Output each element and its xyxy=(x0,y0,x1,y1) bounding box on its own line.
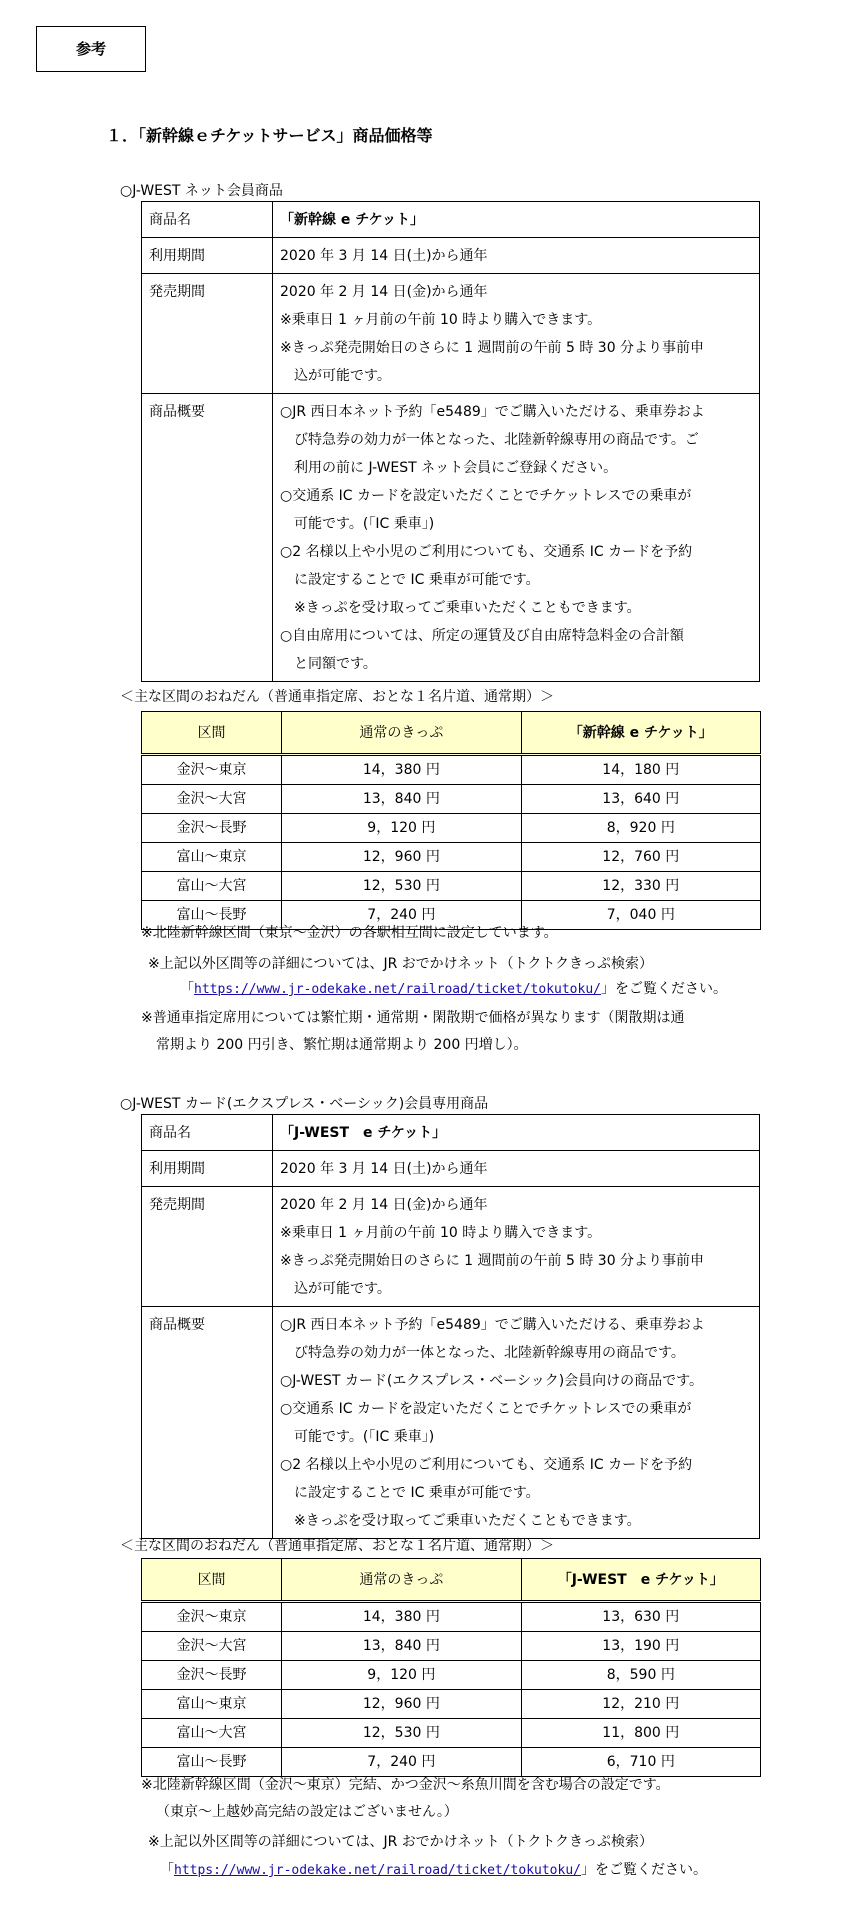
price2-note2: ※上記以外区間等の詳細については、JR おでかけネット（トクトクきっぷ検索） xyxy=(148,1834,654,1850)
info-line: 2020 年 3 月 14 日(土)から通年 xyxy=(280,248,488,264)
e-ticket-price-cell: 12，760 円 xyxy=(521,843,760,872)
price2-note1: ※北陸新幹線区間（金沢～東京）完結、かつ金沢～糸魚川間を含む場合の設定です。 xyxy=(141,1777,670,1793)
info-line: ※きっぷ発売開始日のさらに 1 週間前の午前 5 時 30 分より事前申 xyxy=(280,1253,705,1269)
e-ticket-price-cell: 13，640 円 xyxy=(521,785,760,814)
info-line: 2020 年 2 月 14 日(金)から通年 xyxy=(280,1197,488,1213)
info-line: 可能です。(「IC 乗車」) xyxy=(294,516,435,532)
reference-tag: 参考 xyxy=(36,26,146,72)
info-row xyxy=(142,1151,760,1187)
section-heading: １．「新幹線ｅチケットサービス」商品価格等 xyxy=(106,126,433,145)
info-line: ○JR 西日本ネット予約「e5489」でご購入いただける、乗車券およ xyxy=(280,1317,705,1333)
price1-note3b: 常期より 200 円引き、繁忙期は通常期より 200 円増し）。 xyxy=(156,1037,528,1053)
price-row xyxy=(142,1748,761,1777)
info-row xyxy=(142,1307,760,1539)
e-ticket-price-cell: 13，190 円 xyxy=(521,1632,760,1661)
e-ticket-price-cell: 6，710 円 xyxy=(521,1748,760,1777)
section1-title: ○J-WEST ネット会員商品 xyxy=(120,183,283,199)
info-line: ○2 名様以上や小児のご利用についても、交通系 IC カードを予約 xyxy=(280,544,693,560)
info-line: ○J-WEST カード(エクスプレス・ベーシック)会員向けの商品です。 xyxy=(280,1373,704,1389)
info-value xyxy=(273,1151,760,1187)
regular-price-cell: 14，380 円 xyxy=(282,1602,521,1632)
regular-price-cell: 9，120 円 xyxy=(282,1661,521,1690)
info-line: ○交通系 IC カードを設定いただくことでチケットレスでの乗車が xyxy=(280,488,692,504)
price-row xyxy=(142,1661,761,1690)
info-line: ○2 名様以上や小児のご利用についても、交通系 IC カードを予約 xyxy=(280,1457,693,1473)
info-key: 商品概要 xyxy=(142,1307,273,1539)
info-line: ※きっぷを受け取ってご乗車いただくこともできます。 xyxy=(294,600,641,616)
info-line: 込が可能です。 xyxy=(294,1281,391,1297)
route-cell: 金沢～東京 xyxy=(142,1602,282,1632)
price-row xyxy=(142,1602,761,1632)
info-line: に設定することで IC 乗車が可能です。 xyxy=(294,1485,540,1501)
price1-note3a: ※普通車指定席用については繁忙期・通常期・閑散期で価格が異なります（閑散期は通 xyxy=(141,1010,685,1026)
price1-link-line xyxy=(180,982,727,996)
route-cell: 富山～大宮 xyxy=(142,872,282,901)
e-ticket-price-cell: 8，920 円 xyxy=(521,814,760,843)
info-key: 発売期間 xyxy=(142,274,273,394)
e-ticket-price-cell: 11，800 円 xyxy=(521,1719,760,1748)
info-key: 商品名 xyxy=(142,202,273,238)
price1-link-pre: 「 xyxy=(180,981,194,997)
price-header-cell: 通常のきっぷ xyxy=(282,712,521,755)
route-cell: 金沢～長野 xyxy=(142,1661,282,1690)
route-cell: 富山～東京 xyxy=(142,843,282,872)
route-cell: 富山～長野 xyxy=(142,1748,282,1777)
info-line: ※きっぷ発売開始日のさらに 1 週間前の午前 5 時 30 分より事前申 xyxy=(280,340,705,356)
price-row xyxy=(142,814,761,843)
info-line: 「新幹線 e チケット」 xyxy=(280,212,424,228)
price-header-cell: 「新幹線 e チケット」 xyxy=(521,712,760,755)
info-line: ※きっぷを受け取ってご乗車いただくこともできます。 xyxy=(294,1513,641,1529)
price-header-row xyxy=(142,1559,761,1602)
info-row xyxy=(142,394,760,682)
price-row xyxy=(142,843,761,872)
price2-note1b: （東京～上越妙高完結の設定はございません。） xyxy=(156,1804,458,1820)
route-cell: 金沢～東京 xyxy=(142,755,282,785)
info-line: ○交通系 IC カードを設定いただくことでチケットレスでの乗車が xyxy=(280,1401,692,1417)
route-cell: 金沢～長野 xyxy=(142,814,282,843)
info-row xyxy=(142,274,760,394)
e-ticket-price-cell: 8，590 円 xyxy=(521,1661,760,1690)
info-line: ○自由席用については、所定の運賃及び自由席特急料金の合計額 xyxy=(280,628,684,644)
info-row xyxy=(142,238,760,274)
route-cell: 富山～東京 xyxy=(142,1690,282,1719)
price2-link-line xyxy=(160,1863,707,1877)
regular-price-cell: 13，840 円 xyxy=(282,785,521,814)
regular-price-cell: 12，960 円 xyxy=(282,843,521,872)
regular-price-cell: 9，120 円 xyxy=(282,814,521,843)
route-cell: 富山～大宮 xyxy=(142,1719,282,1748)
info-value xyxy=(273,274,760,394)
e-ticket-price-cell: 14，180 円 xyxy=(521,755,760,785)
info-line: 可能です。(「IC 乗車」) xyxy=(294,1429,435,1445)
info-row xyxy=(142,202,760,238)
price-row xyxy=(142,755,761,785)
info-value xyxy=(273,202,760,238)
info-row xyxy=(142,1115,760,1151)
info-key: 発売期間 xyxy=(142,1187,273,1307)
regular-price-cell: 7，240 円 xyxy=(282,1748,521,1777)
product-info-table-2 xyxy=(141,1114,760,1539)
price-header-cell: 通常のきっぷ xyxy=(282,1559,521,1602)
e-ticket-price-cell: 13，630 円 xyxy=(521,1602,760,1632)
info-line: 2020 年 2 月 14 日(金)から通年 xyxy=(280,284,488,300)
regular-price-cell: 12，960 円 xyxy=(282,1690,521,1719)
info-line: び特急券の効力が一体となった、北陸新幹線専用の商品です。ご xyxy=(294,432,699,448)
info-line: に設定することで IC 乗車が可能です。 xyxy=(294,572,540,588)
info-value xyxy=(273,394,760,682)
route-cell: 金沢～大宮 xyxy=(142,1632,282,1661)
price-row xyxy=(142,1632,761,1661)
info-value xyxy=(273,238,760,274)
price1-note1: ※北陸新幹線区間（東京～金沢）の各駅相互間に設定しています。 xyxy=(141,925,558,941)
price2-link-post: 」をご覧ください。 xyxy=(581,1862,707,1878)
price1-caption: ＜主な区間のおねだん（普通車指定席、おとな１名片道、通常期）＞ xyxy=(120,689,554,705)
price2-link-pre: 「 xyxy=(160,1862,174,1878)
info-value xyxy=(273,1307,760,1539)
price-row xyxy=(142,1690,761,1719)
e-ticket-price-cell: 12，330 円 xyxy=(521,872,760,901)
price-header-row xyxy=(142,712,761,755)
tokutoku-link[interactable]: https://www.jr-odekake.net/railroad/ticket/tokutoku/ xyxy=(194,982,601,997)
regular-price-cell: 12，530 円 xyxy=(282,1719,521,1748)
price-header-cell: 「J-WEST e チケット」 xyxy=(521,1559,760,1602)
regular-price-cell: 7，240 円 xyxy=(282,901,521,930)
info-line: 「J-WEST e チケット」 xyxy=(280,1125,447,1141)
price-table-1 xyxy=(141,711,761,930)
regular-price-cell: 12，530 円 xyxy=(282,872,521,901)
price-row xyxy=(142,1719,761,1748)
info-value xyxy=(273,1187,760,1307)
info-line: ○JR 西日本ネット予約「e5489」でご購入いただける、乗車券およ xyxy=(280,404,705,420)
info-line: び特急券の効力が一体となった、北陸新幹線専用の商品です。 xyxy=(294,1345,685,1361)
info-line: 2020 年 3 月 14 日(土)から通年 xyxy=(280,1161,488,1177)
regular-price-cell: 14，380 円 xyxy=(282,755,521,785)
price1-link-post: 」をご覧ください。 xyxy=(601,981,727,997)
price-row xyxy=(142,872,761,901)
price2-caption: ＜主な区間のおねだん（普通車指定席、おとな１名片道、通常期）＞ xyxy=(120,1538,554,1554)
e-ticket-price-cell: 7，040 円 xyxy=(521,901,760,930)
info-key: 商品概要 xyxy=(142,394,273,682)
info-line: ※乗車日 1 ヶ月前の午前 10 時より購入できます。 xyxy=(280,312,602,328)
info-row xyxy=(142,1187,760,1307)
info-key: 利用期間 xyxy=(142,1151,273,1187)
route-cell: 富山～長野 xyxy=(142,901,282,930)
e-ticket-price-cell: 12，210 円 xyxy=(521,1690,760,1719)
price1-note2: ※上記以外区間等の詳細については、JR おでかけネット（トクトクきっぷ検索） xyxy=(148,956,654,972)
price-header-cell: 区間 xyxy=(142,712,282,755)
price-table-2 xyxy=(141,1558,761,1777)
product-info-table-1 xyxy=(141,201,760,682)
info-key: 利用期間 xyxy=(142,238,273,274)
tokutoku-link-2[interactable]: https://www.jr-odekake.net/railroad/ticket/tokutoku/ xyxy=(174,1863,581,1878)
section2-title: ○J-WEST カード(エクスプレス・ベーシック)会員専用商品 xyxy=(120,1096,489,1112)
info-value xyxy=(273,1115,760,1151)
info-line: 利用の前に J-WEST ネット会員にご登録ください。 xyxy=(294,460,618,476)
price-header-cell: 区間 xyxy=(142,1559,282,1602)
info-line: 込が可能です。 xyxy=(294,368,391,384)
price-row xyxy=(142,785,761,814)
info-key: 商品名 xyxy=(142,1115,273,1151)
route-cell: 金沢～大宮 xyxy=(142,785,282,814)
info-line: と同額です。 xyxy=(294,656,377,672)
info-line: ※乗車日 1 ヶ月前の午前 10 時より購入できます。 xyxy=(280,1225,602,1241)
regular-price-cell: 13，840 円 xyxy=(282,1632,521,1661)
